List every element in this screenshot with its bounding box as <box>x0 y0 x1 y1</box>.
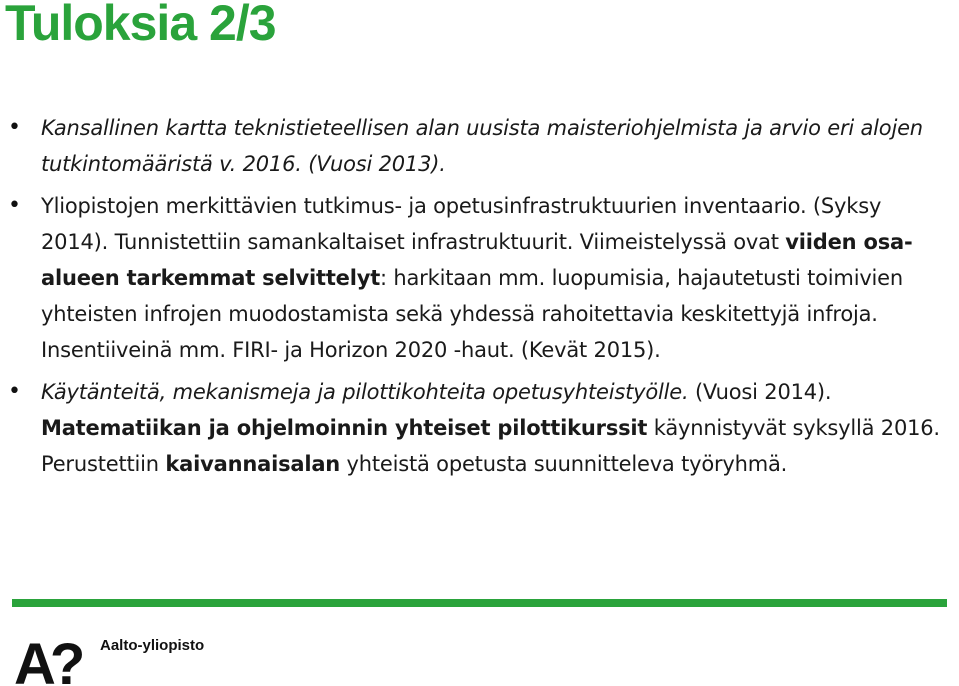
bullet-item <box>0 110 959 182</box>
university-name: Aalto-yliopisto <box>100 637 205 654</box>
bullet-text: : harkitaan mm. luopumisia, hajautetusti toimivien yhteisten infrojen muodostamista sekä yhdessä rahoitettavia keskitettyjä infroja. Insentiiveinä mm. FIRI- ja Horizon 2020 -haut. (Kevät 2015). <box>41 266 904 362</box>
aalto-logo-icon <box>14 634 94 686</box>
bullet-italic-text: Käytänteitä, mekanismeja ja pilottikohteita opetusyhteistyölle. <box>41 380 689 404</box>
bullet-item <box>0 188 959 368</box>
bullet-bold-text: Matematiikan ja ohjelmoinnin yhteiset pilottikurssit <box>41 416 648 440</box>
logo-glyphs: A? <box>14 634 80 686</box>
bullet-text: yhteistä opetusta suunnitteleva työryhmä. <box>340 452 788 476</box>
bullet-text: (Vuosi 2014). <box>688 380 832 404</box>
slide-title: Tuloksia 2/3 <box>5 0 276 51</box>
bullet-list <box>0 110 959 482</box>
footer-divider <box>12 599 947 607</box>
bullet-dot-icon: • <box>8 193 21 218</box>
bullet-dot-icon: • <box>8 379 21 404</box>
bullet-item <box>0 374 959 482</box>
bullet-text: Yliopistojen merkittävien tutkimus- ja opetusinfrastruktuurien inventaario. (Syksy 2014). Tunnistettiin samankaltaiset infrastruktuurit. Viimeistelyssä ovat <box>41 194 882 254</box>
bullet-bold-text: viiden osa-alueen tarkemmat selvittelyt <box>41 230 913 290</box>
bullet-bold-text: kaivannaisalan <box>165 452 341 476</box>
bullet-text: käynnistyvät syksyllä 2016. Perustettiin <box>41 416 940 476</box>
bullet-dot-icon: • <box>8 115 21 140</box>
bullet-text: Kansallinen kartta teknistieteellisen alan uusista maisteriohjelmista ja arvio eri alojen tutkintomääristä v. 2016. (Vuosi 2013). <box>41 116 923 176</box>
